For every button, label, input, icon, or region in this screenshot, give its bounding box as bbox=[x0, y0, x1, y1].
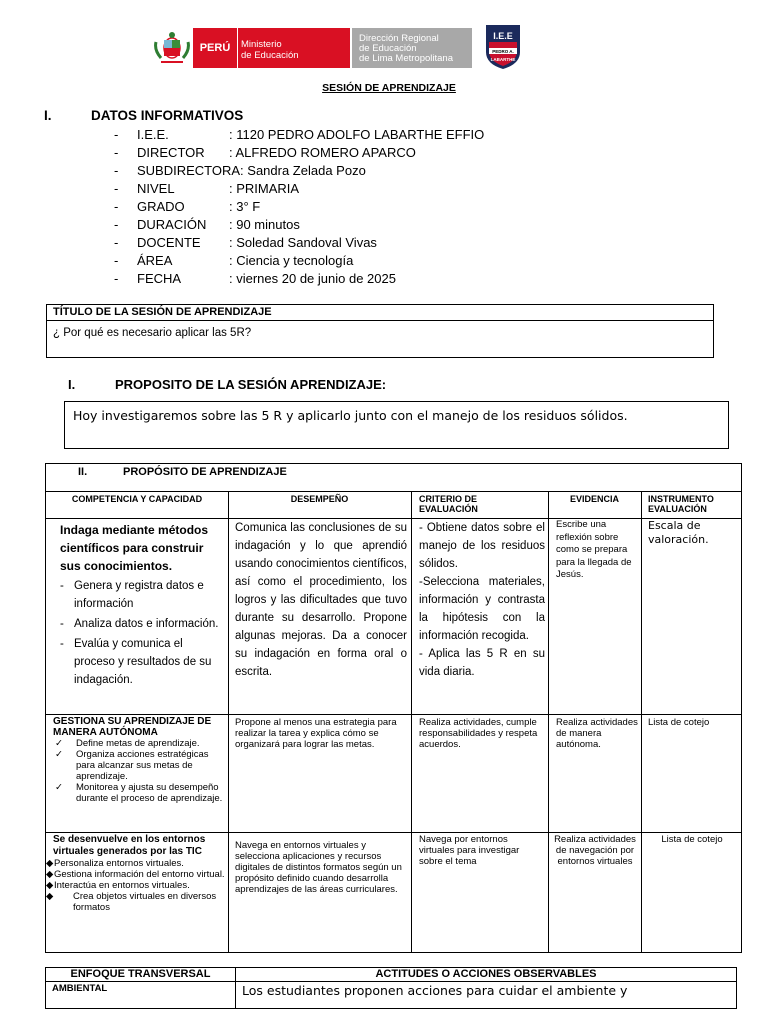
row2-capacidad-text: Define metas de aprendizaje. bbox=[76, 738, 200, 749]
info-value: : viernes 20 de junio de 2025 bbox=[229, 271, 396, 286]
row1-evidencia: Escribe una reflexión sobre como se prepara para la llegada de Jesús. bbox=[556, 519, 632, 580]
row3-capacidad: ◆ Crea objetos virtuales en diversos formatos bbox=[46, 891, 228, 913]
info-value: : PRIMARIA bbox=[229, 181, 300, 196]
row2-instrumento: Lista de cotejo bbox=[648, 717, 710, 728]
info-label: FECHA bbox=[137, 271, 182, 286]
row1-capacidad: - Genera y registra datos e información bbox=[60, 577, 226, 613]
actitudes-header: ACTITUDES O ACCIONES OBSERVABLES bbox=[236, 968, 736, 982]
info-value: : 90 minutos bbox=[229, 217, 300, 232]
school-logo-icon bbox=[483, 22, 523, 70]
national-shield-icon bbox=[153, 28, 191, 66]
row1-capacidad: - Analiza datos e información. bbox=[60, 615, 226, 633]
row3-capacidad: ◆ Personaliza entornos virtuales. bbox=[46, 858, 184, 869]
info-row: - DIRECTOR : ALFREDO ROMERO APARCO bbox=[114, 145, 416, 160]
row3-capacidad-text: Crea objetos virtuales en diversos formatos bbox=[73, 891, 217, 913]
header-criterio-line-2: EVALUACIÓN bbox=[419, 504, 478, 514]
section-number: I. bbox=[68, 377, 76, 392]
table-caption bbox=[46, 464, 741, 492]
info-label: ÁREA bbox=[137, 253, 173, 268]
table-caption-text: PROPÓSITO DE APRENDIZAJE bbox=[123, 466, 287, 478]
info-label: I.E.E. bbox=[137, 127, 169, 142]
header-criterio-line-1: CRITERIO DE bbox=[419, 494, 478, 504]
row2-capacidad: ✓ Monitorea y ajusta su desempeño durante el proceso de aprendizaje. bbox=[53, 782, 228, 804]
section-title: PROPOSITO DE LA SESIÓN APRENDIZAJE: bbox=[115, 377, 387, 392]
header-desempeno: DESEMPEÑO bbox=[228, 492, 411, 519]
row2-capacidad-text: Monitorea y ajusta su desempeño durante el proceso de aprendizaje. bbox=[76, 782, 223, 804]
info-row: - NIVEL : PRIMARIA bbox=[114, 181, 300, 196]
row2-evidencia: Realiza actividades de manera autónoma. bbox=[556, 717, 638, 750]
row3-capacidad: ◆ Interactúa en entornos virtuales. bbox=[46, 880, 190, 891]
section-datos-heading bbox=[44, 108, 243, 123]
dre-line-3: de Lima Metropolitana bbox=[359, 53, 453, 64]
actitudes-cell: Los estudiantes proponen acciones para cuidar el ambiente y bbox=[242, 983, 628, 998]
info-row: - DURACIÓN : 90 minutos bbox=[114, 217, 300, 232]
row-divider bbox=[46, 714, 741, 715]
row2-capacidad: ✓ Define metas de aprendizaje. bbox=[55, 738, 200, 749]
column-divider bbox=[228, 492, 229, 952]
row3-capacidad-text: Personaliza entornos virtuales. bbox=[54, 858, 184, 869]
info-value: : Ciencia y tecnología bbox=[229, 253, 354, 268]
dre-line-2: de Educación bbox=[359, 43, 417, 54]
row3-desempeno: Navega en entornos virtuales y selecciona aplicaciones y recursos digitales de distintos formatos según un propósito definido cuando desarrolla aprendizajes de las áreas curriculares. bbox=[235, 840, 402, 895]
row2-competencia-title: GESTIONA SU APRENDIZAJE DE MANERA AUTÓNOMA bbox=[53, 716, 212, 738]
purpose-text-box: Hoy investigaremos sobre las 5 R y aplicarlo junto con el manejo de los residuos sólidos. bbox=[64, 401, 729, 449]
info-list bbox=[114, 126, 484, 288]
enfoque-cell: AMBIENTAL bbox=[46, 982, 236, 1008]
section-proposito-heading bbox=[68, 377, 386, 392]
header-logos bbox=[150, 20, 540, 72]
row2-desempeno: Propone al menos una estrategia para realizar la tarea y explica cómo se organizará para lograr las metas. bbox=[235, 717, 397, 750]
row1-competencia bbox=[60, 521, 226, 689]
info-row: - DOCENTE : Soledad Sandoval Vivas bbox=[114, 235, 377, 250]
row1-capacidad-text: Evalúa y comunica el proceso y resultados de su indagación. bbox=[74, 638, 212, 686]
row2-capacidad-text: Organiza acciones estratégicas para alcanzar sus metas de aprendizaje. bbox=[76, 749, 209, 782]
header-evidencia: EVIDENCIA bbox=[548, 492, 641, 519]
dre-line-1: Dirección Regional bbox=[359, 33, 439, 44]
row2-criterio: Realiza actividades, cumple responsabilidades y respeta acuerdos. bbox=[419, 717, 538, 750]
enfoque-header: ENFOQUE TRANSVERSAL bbox=[46, 968, 236, 982]
row1-criterio: -Selecciona materiales, información y contrasta la hipótesis con la información recogida. bbox=[419, 576, 545, 642]
info-label: SUBDIRECTORA: Sandra Zelada Pozo bbox=[137, 163, 366, 178]
svg-text:I.E.E: I.E.E bbox=[493, 31, 513, 41]
row1-instrumento: Escala de valoración. bbox=[648, 519, 709, 546]
ministry-line-1: Ministerio bbox=[241, 39, 282, 50]
dre-label bbox=[352, 28, 472, 68]
session-title-header: TÍTULO DE LA SESIÓN DE APRENDIZAJE bbox=[47, 305, 713, 321]
peru-label: PERÚ bbox=[193, 28, 237, 68]
info-row: - I.E.E. : 1120 PEDRO ADOLFO LABARTHE EFFIO bbox=[114, 127, 485, 142]
row2-competencia bbox=[53, 716, 228, 804]
ministry-label bbox=[237, 28, 350, 68]
header-criterio bbox=[411, 492, 548, 519]
header-instrumento bbox=[641, 492, 741, 519]
header-instrumento-line-1: INSTRUMENTO bbox=[648, 494, 714, 504]
row3-evidencia: Realiza actividades de navegación por entornos virtuales bbox=[554, 834, 636, 867]
row-divider bbox=[46, 832, 741, 833]
column-divider bbox=[548, 492, 549, 952]
row1-criterios bbox=[419, 519, 545, 681]
row2-capacidad: ✓ Organiza acciones estratégicas para alcanzar sus metas de aprendizaje. bbox=[53, 749, 228, 782]
row1-capacidad-text: Genera y registra datos e información bbox=[74, 580, 204, 610]
info-label: DURACIÓN bbox=[137, 217, 207, 232]
document-title: SESIÓN DE APRENDIZAJE bbox=[322, 82, 456, 94]
section-number: I. bbox=[44, 108, 52, 123]
svg-text:LABARTHE: LABARTHE bbox=[490, 57, 516, 62]
row3-criterio: Navega por entornos virtuales para investigar sobre el tema bbox=[419, 834, 520, 867]
enfoque-table bbox=[45, 967, 737, 1009]
row3-capacidad-text: Gestiona información del entorno virtual. bbox=[54, 869, 225, 880]
info-value: : 1120 PEDRO ADOLFO LABARTHE EFFIO bbox=[229, 127, 485, 142]
learning-purpose-table bbox=[45, 463, 742, 953]
row1-criterio: - Obtiene datos sobre el manejo de los residuos sólidos. bbox=[419, 522, 545, 570]
info-row: - GRADO : 3° F bbox=[114, 199, 261, 214]
header-competencia: COMPETENCIA Y CAPACIDAD bbox=[46, 492, 228, 519]
table-number: II. bbox=[78, 466, 88, 478]
section-title: DATOS INFORMATIVOS bbox=[91, 108, 244, 123]
row1-criterio: - Aplica las 5 R en su vida diaria. bbox=[419, 648, 545, 678]
column-divider bbox=[641, 492, 642, 952]
svg-text:PEDRO A.: PEDRO A. bbox=[492, 49, 514, 54]
session-title-value: ¿ Por qué es necesario aplicar las 5R? bbox=[53, 327, 252, 339]
info-row: - SUBDIRECTORA: Sandra Zelada Pozo bbox=[114, 163, 366, 178]
info-row: - FECHA : viernes 20 de junio de 2025 bbox=[114, 271, 396, 286]
info-row: - ÁREA : Ciencia y tecnología bbox=[114, 253, 354, 268]
row3-competencia bbox=[46, 834, 228, 913]
row3-competencia-title: Se desenvuelve en los entornos virtuales generados por las TIC bbox=[53, 834, 206, 857]
column-divider bbox=[411, 492, 412, 952]
row1-capacidad: - Evalúa y comunica el proceso y resultados de su indagación. bbox=[60, 635, 226, 689]
info-label: NIVEL bbox=[137, 181, 175, 196]
row1-desempeno: Comunica las conclusiones de su indagación y lo que aprendió usando conocimientos científicos, así como el procedimiento, los logros y las dificultades que tuvo durante su desarrollo. Propone algunas mejoras. Da a conocer su indagación en forma oral o escrita. bbox=[235, 522, 407, 678]
info-label: DIRECTOR bbox=[137, 145, 205, 160]
info-label: DOCENTE bbox=[137, 235, 201, 250]
info-value: : Soledad Sandoval Vivas bbox=[229, 235, 377, 250]
row3-instrumento: Lista de cotejo bbox=[661, 834, 723, 845]
row3-capacidad: ◆ Gestiona información del entorno virtual. bbox=[46, 869, 225, 880]
header-instrumento-line-2: EVALUACIÓN bbox=[648, 504, 707, 514]
session-title-box bbox=[46, 304, 714, 358]
info-label: GRADO bbox=[137, 199, 185, 214]
info-value: : ALFREDO ROMERO APARCO bbox=[229, 145, 416, 160]
row1-competencia-title: Indaga mediante métodos científicos para construir sus conocimientos. bbox=[60, 523, 209, 573]
row3-capacidad-text: Interactúa en entornos virtuales. bbox=[54, 880, 190, 891]
row1-capacidad-text: Analiza datos e información. bbox=[74, 618, 219, 630]
ministry-line-2: de Educación bbox=[241, 50, 299, 61]
info-value: : 3° F bbox=[229, 199, 261, 214]
